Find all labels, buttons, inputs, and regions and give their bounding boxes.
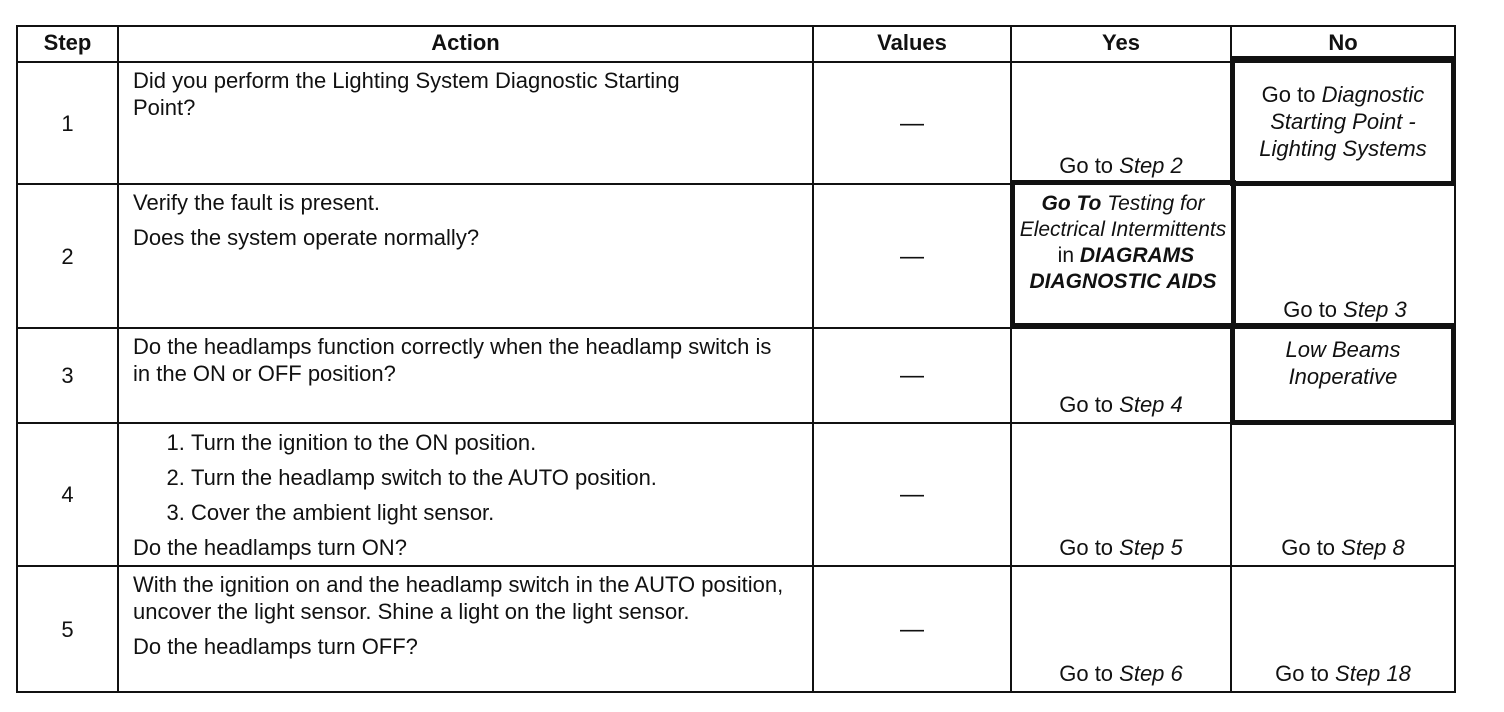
no-prefix: Go to xyxy=(1275,661,1336,686)
yes-prefix: Go to xyxy=(1059,535,1120,560)
action-cell-1 xyxy=(117,61,814,185)
action-text: Did you perform the Lighting System Diagnostic Starting Point? xyxy=(133,68,680,120)
no-link-step[interactable]: Step 8 xyxy=(1341,535,1405,560)
yes-cell-5 xyxy=(1010,565,1232,693)
action-cell-4 xyxy=(117,422,814,567)
yes-cell-2 xyxy=(1010,180,1236,328)
no-cell-4 xyxy=(1230,422,1456,567)
header-action: Action xyxy=(117,25,814,63)
step-number-2: 2 xyxy=(16,183,119,329)
yes-prefix: Go to xyxy=(1059,661,1120,686)
value-cell-5: — xyxy=(812,565,1012,693)
yes-link-diagrams[interactable]: DIAGRAMS DIAGNOSTIC AIDS xyxy=(1029,244,1217,293)
yes-link-step[interactable]: Step 5 xyxy=(1119,535,1183,560)
no-link-low-beams[interactable]: Low Beams Inoperative xyxy=(1285,337,1401,389)
value-cell-2: — xyxy=(812,183,1012,329)
no-cell-5 xyxy=(1230,565,1456,693)
no-cell-1 xyxy=(1230,56,1456,186)
action-cell-5 xyxy=(117,565,814,693)
yes-cell-1 xyxy=(1010,61,1232,185)
yes-mid: in xyxy=(1051,244,1080,267)
list-item: 1. Turn the ignition to the ON position. xyxy=(191,429,802,456)
action-question: Does the system operate normally? xyxy=(133,225,480,250)
no-cell-2 xyxy=(1234,183,1456,329)
value-cell-3: — xyxy=(812,327,1012,424)
yes-prefix: Go to xyxy=(1059,153,1120,178)
no-prefix: Go to xyxy=(1283,297,1344,322)
step-number-3: 3 xyxy=(16,327,119,424)
header-step: Step xyxy=(16,25,119,63)
list-item: 3. Cover the ambient light sensor. xyxy=(191,499,802,526)
yes-go-to: Go To xyxy=(1041,192,1102,215)
action-steps-list xyxy=(133,429,802,526)
header-yes: Yes xyxy=(1010,25,1232,63)
header-values: Values xyxy=(812,25,1012,63)
yes-link-step[interactable]: Step 2 xyxy=(1119,153,1183,178)
action-question: Do the headlamps turn ON? xyxy=(133,535,407,560)
no-link-step[interactable]: Step 3 xyxy=(1343,297,1407,322)
no-cell-3 xyxy=(1230,323,1456,425)
step-number-1: 1 xyxy=(16,61,119,185)
step-number-4: 4 xyxy=(16,422,119,567)
yes-link-testing-intermittents[interactable]: Testing for Electrical Intermittents xyxy=(1019,192,1227,241)
action-cell-2 xyxy=(117,183,814,329)
yes-link-step[interactable]: Step 6 xyxy=(1119,661,1183,686)
no-link-step[interactable]: Step 18 xyxy=(1335,661,1411,686)
action-text: Verify the fault is present. xyxy=(133,190,381,215)
yes-cell-3 xyxy=(1010,327,1232,424)
yes-prefix: Go to xyxy=(1059,392,1120,417)
diagnostic-table xyxy=(16,25,1456,693)
value-cell-4: — xyxy=(812,422,1012,567)
yes-cell-4 xyxy=(1010,422,1232,567)
action-text: Do the headlamps function correctly when the headlamp switch is in the ON or OFF position? xyxy=(133,334,772,386)
action-question: Do the headlamps turn OFF? xyxy=(133,634,418,659)
header-no: No xyxy=(1230,25,1456,63)
yes-link-step[interactable]: Step 4 xyxy=(1119,392,1183,417)
step-number-5: 5 xyxy=(16,565,119,693)
action-cell-3 xyxy=(117,327,814,424)
no-link-diagnostic-starting-point[interactable]: Diagnostic Starting Point - Lighting Systems xyxy=(1259,82,1427,161)
list-item: 2. Turn the headlamp switch to the AUTO position. xyxy=(191,464,802,491)
action-text: With the ignition on and the headlamp switch in the AUTO position, uncover the light sensor. Shine a light on the light sensor. xyxy=(133,572,784,624)
no-prefix: Go to xyxy=(1261,82,1322,107)
value-cell-1: — xyxy=(812,61,1012,185)
no-prefix: Go to xyxy=(1281,535,1342,560)
